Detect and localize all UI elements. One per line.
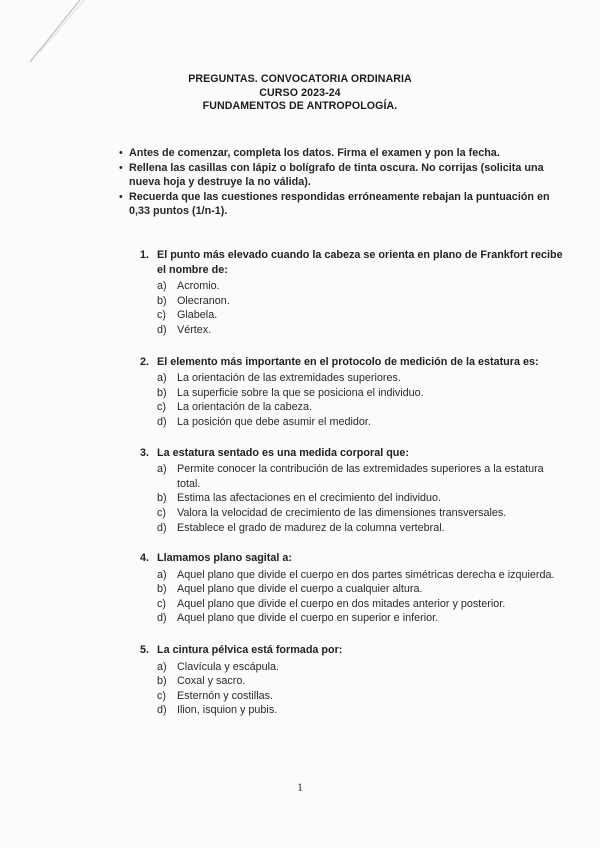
answer-option-d <box>157 611 565 626</box>
option-letter: d) <box>157 521 167 534</box>
bullet-icon: • <box>119 161 123 174</box>
question-1 <box>140 248 565 338</box>
answer-option-b <box>157 582 565 597</box>
answer-option-a <box>157 462 565 491</box>
answer-options <box>140 568 565 626</box>
option-text: Aquel plano que divide el cuerpo en dos mitades anterior y posterior. <box>177 597 506 610</box>
answer-option-b <box>157 491 565 506</box>
bullet-icon: • <box>119 147 123 159</box>
option-text: Establece el grado de madurez de la columna vertebral. <box>177 521 445 534</box>
question-stem: El punto más elevado cuando la cabeza se orienta en plano de Frankfort recibe el nombre de: <box>157 249 563 276</box>
question-number: 3. <box>140 446 150 459</box>
answer-option-a <box>157 660 565 675</box>
option-text: Permite conocer la contribución de las extremidades superiores a la estatura total. <box>177 463 544 490</box>
answer-option-a <box>157 279 565 294</box>
option-text: Acromio. <box>177 280 220 293</box>
header-subject: FUNDAMENTOS DE ANTROPOLOGÍA. <box>202 100 398 113</box>
option-letter: b) <box>157 675 167 688</box>
answer-option-b <box>157 294 565 309</box>
question-number: 4. <box>140 552 150 565</box>
question-text <box>140 355 565 370</box>
option-text: Aquel plano que divide el cuerpo a cualquier altura. <box>177 583 423 596</box>
question-number: 2. <box>140 355 150 368</box>
option-letter: d) <box>157 415 167 428</box>
answer-options <box>140 371 565 429</box>
answer-option-c <box>157 400 565 415</box>
instruction-text: Antes de comenzar, completa los datos. Firma el examen y pon la fecha. <box>129 147 500 159</box>
option-letter: d) <box>157 704 167 717</box>
answer-option-b <box>157 674 565 689</box>
instructions-list <box>121 146 566 219</box>
option-letter: c) <box>157 597 166 610</box>
scan-artifact-line <box>18 0 98 80</box>
option-letter: b) <box>157 583 167 596</box>
answer-option-c <box>157 308 565 323</box>
question-stem: La cintura pélvica está formada por: <box>157 644 343 657</box>
answer-option-d <box>157 703 565 718</box>
bullet-icon: • <box>119 190 123 203</box>
answer-option-c <box>157 689 565 704</box>
question-3 <box>140 446 565 536</box>
option-text: Olecranon. <box>177 294 230 307</box>
option-letter: c) <box>157 506 166 519</box>
question-stem: La estatura sentado es una medida corporal que: <box>157 446 409 459</box>
answer-options <box>140 660 565 718</box>
answer-option-b <box>157 386 565 401</box>
option-text: La superficie sobre la que se posiciona el individuo. <box>177 386 424 399</box>
option-letter: c) <box>157 309 166 322</box>
answer-option-c <box>157 597 565 612</box>
option-letter: b) <box>157 294 167 307</box>
question-text <box>140 551 565 566</box>
answer-option-d <box>157 323 565 338</box>
answer-option-a <box>157 371 565 386</box>
question-text <box>140 643 565 658</box>
option-text: La orientación de las extremidades superiores. <box>177 372 401 385</box>
exam-header <box>0 73 600 114</box>
answer-options <box>140 462 565 535</box>
header-course: CURSO 2023-24 <box>259 86 341 99</box>
question-text <box>140 248 565 277</box>
option-letter: a) <box>157 372 167 385</box>
option-letter: d) <box>157 612 167 625</box>
option-text: Aquel plano que divide el cuerpo en superior e inferior. <box>177 612 439 625</box>
option-letter: b) <box>157 386 167 399</box>
option-letter: c) <box>157 689 166 702</box>
question-stem: El elemento más importante en el protocolo de medición de la estatura es: <box>157 355 539 368</box>
option-text: Coxal y sacro. <box>177 675 246 688</box>
option-text: Vértex. <box>177 323 212 336</box>
option-text: La posición que debe asumir el medidor. <box>177 415 371 428</box>
page-number: 1 <box>297 780 303 794</box>
option-text: Esternón y costillas. <box>177 689 274 702</box>
question-text <box>140 446 565 461</box>
instruction-item <box>121 190 566 219</box>
answer-options <box>140 279 565 337</box>
option-text: Aquel plano que divide el cuerpo en dos partes simétricas derecha e izquierda. <box>177 568 555 581</box>
option-text: Clavícula y escápula. <box>177 660 280 673</box>
instruction-text: Rellena las casillas con lápiz o bolígrafo de tinta oscura. No corrijas (solicita una nueva hoja y destruye la no válida). <box>129 161 544 189</box>
questions-list <box>140 248 565 734</box>
instruction-item <box>121 161 566 190</box>
option-text: Ilion, isquion y pubis. <box>177 704 278 717</box>
option-text: Valora la velocidad de crecimiento de las dimensiones transversales. <box>177 506 507 519</box>
option-text: Estima las afectaciones en el crecimiento del individuo. <box>177 492 442 505</box>
instruction-text: Recuerda que las cuestiones respondidas erróneamente rebajan la puntuación en 0,33 puntos (1/n-1). <box>129 190 550 218</box>
answer-option-c <box>157 506 565 521</box>
option-letter: a) <box>157 660 167 673</box>
question-number: 5. <box>140 644 150 657</box>
option-letter: a) <box>157 280 167 293</box>
header-title: PREGUNTAS. CONVOCATORIA ORDINARIA <box>188 73 412 85</box>
option-text: Glabela. <box>177 309 218 322</box>
option-letter: a) <box>157 463 167 476</box>
option-letter: a) <box>157 568 167 581</box>
option-text: La orientación de la cabeza. <box>177 401 313 414</box>
question-2 <box>140 355 565 430</box>
answer-option-d <box>157 521 565 536</box>
option-letter: b) <box>157 492 167 505</box>
question-4 <box>140 551 565 626</box>
question-stem: Llamamos plano sagital a: <box>157 552 292 565</box>
answer-option-a <box>157 568 565 583</box>
option-letter: d) <box>157 323 167 336</box>
question-5 <box>140 643 565 718</box>
option-letter: c) <box>157 401 166 414</box>
answer-option-d <box>157 415 565 430</box>
instruction-item <box>121 146 566 161</box>
question-number: 1. <box>140 249 150 261</box>
